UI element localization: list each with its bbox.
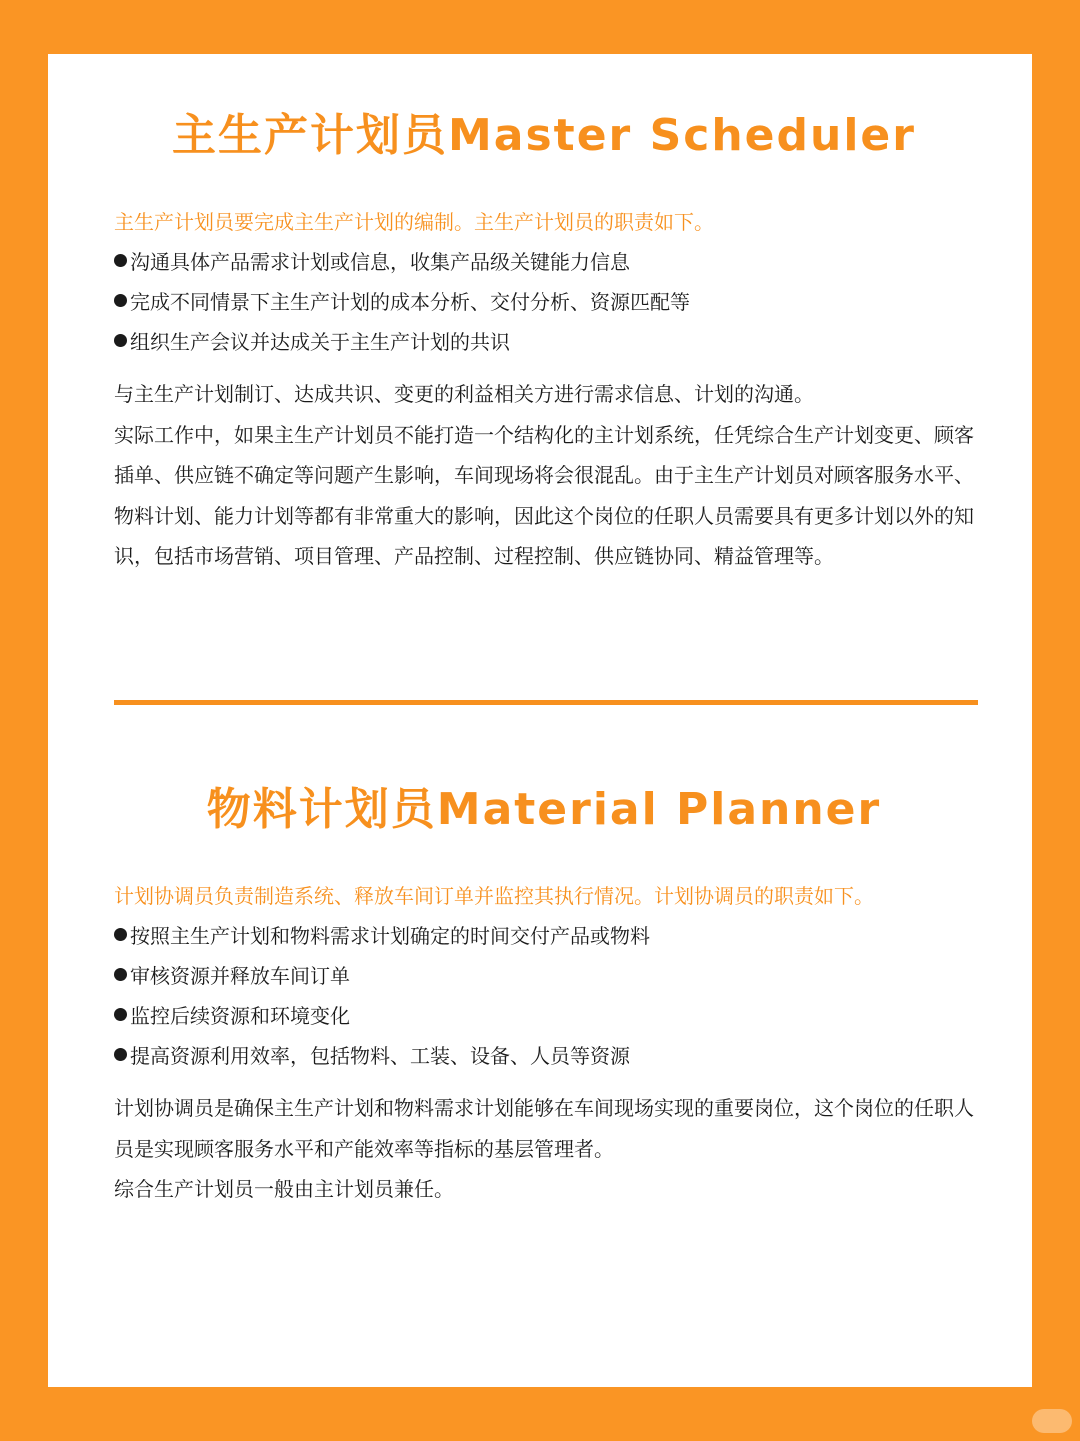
duty-list: [114, 242, 974, 362]
list-item: 监控后续资源和环境变化: [114, 996, 974, 1036]
section-title-material-planner: 物料计划员Material Planner: [206, 784, 882, 835]
section-divider: [114, 700, 978, 705]
list-item: 提高资源利用效率，包括物料、工装、设备、人员等资源: [114, 1036, 974, 1076]
bullet-dot-icon: [114, 968, 127, 981]
content-card: [48, 54, 1032, 1387]
bullet-dot-icon: [114, 294, 127, 307]
watermark-logo: [1032, 1409, 1072, 1433]
list-item: 组织生产会议并达成关于主生产计划的共识: [114, 322, 974, 362]
body-paragraph: 计划协调员是确保主生产计划和物料需求计划能够在车间现场实现的重要岗位，这个岗位的任职人员是实现顾客服务水平和产能效率等指标的基层管理者。: [114, 1096, 974, 1161]
list-item: 按照主生产计划和物料需求计划确定的时间交付产品或物料: [114, 916, 974, 956]
duty-list: [114, 916, 974, 1076]
master-scheduler-section: [114, 106, 974, 577]
body-paragraph: 与主生产计划制订、达成共识、变更的利益相关方进行需求信息、计划的沟通。: [114, 382, 814, 406]
bullet-dot-icon: [114, 334, 127, 347]
section-title-master-scheduler: 主生产计划员Master Scheduler: [172, 110, 916, 161]
body-paragraph: 实际工作中，如果主生产计划员不能打造一个结构化的主计划系统，任凭综合生产计划变更、顾客插单、供应链不确定等问题产生影响，车间现场将会很混乱。由于主生产计划员对顾客服务水平、物料计划、能力计划等都有非常重大的影响，因此这个岗位的任职人员需要具有更多计划以外的知识，包括市场营销、项目管理、产品控制、过程控制、供应链协同、精益管理等。: [114, 422, 974, 568]
list-item: 完成不同情景下主生产计划的成本分析、交付分析、资源匹配等: [114, 282, 974, 322]
bullet-dot-icon: [114, 1048, 127, 1061]
bullet-dot-icon: [114, 928, 127, 941]
section-intro: 主生产计划员要完成主生产计划的编制。主生产计划员的职责如下。: [114, 210, 714, 234]
bullet-dot-icon: [114, 1008, 127, 1021]
section-intro: 计划协调员负责制造系统、释放车间订单并监控其执行情况。计划协调员的职责如下。: [114, 884, 874, 908]
bullet-dot-icon: [114, 254, 127, 267]
list-item: 审核资源并释放车间订单: [114, 956, 974, 996]
material-planner-section: [114, 780, 974, 1210]
body-paragraph: 综合生产计划员一般由主计划员兼任。: [114, 1177, 454, 1201]
list-item: 沟通具体产品需求计划或信息，收集产品级关键能力信息: [114, 242, 974, 282]
